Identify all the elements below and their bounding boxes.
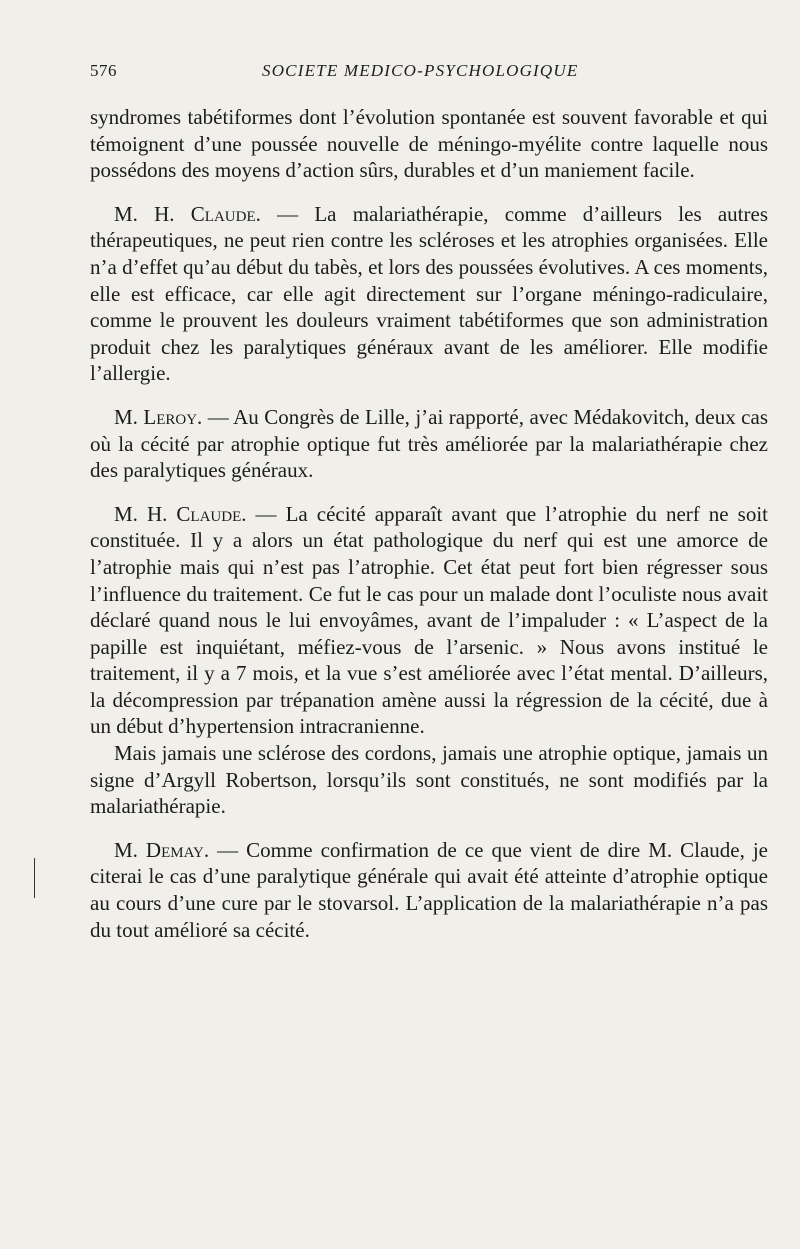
body-text bbox=[90, 104, 768, 943]
paragraph-1-text: syndromes tabétiformes dont l’évolution spontanée est souvent favorable et qui témoignent d’une poussée nouvelle de méningo-myélite contre laquelle nous possédons des moyens d’action sûrs, durables et d’un maniement facile. bbox=[90, 105, 768, 183]
paragraph-4 bbox=[90, 501, 768, 740]
paragraph-3 bbox=[90, 404, 768, 484]
paragraph-6-text: — Comme confirmation de ce que vient de dire M. Claude, je citerai le cas d’une paralytique générale qui avait été atteinte d’atrophie optique au cours d’une cure par le stovarsol. L’application de la malariathérapie n’a pas du tout amélioré sa cécité. bbox=[90, 837, 768, 942]
speaker-leroy: M. Leroy. bbox=[114, 404, 203, 429]
paragraph-6 bbox=[90, 837, 768, 943]
paragraph-3-text: — Au Congrès de Lille, j’ai rapporté, avec Médakovitch, deux cas où la cécité par atrophie optique fut très améliorée par la malariathérapie chez des paralytiques généraux. bbox=[90, 404, 768, 483]
page-number: 576 bbox=[90, 61, 117, 80]
speaker-claude-2: M. H. Claude. bbox=[114, 501, 247, 526]
paragraph-4-text: — La cécité apparaît avant que l’atrophie du nerf ne soit constituée. Il y a alors un état pathologique du nerf qui est une amorce de l’atrophie mais qui n’est pas l’atrophie. Cet état peut fort bien régresser sous l’influence du traitement. Ce fut le cas pour un malade dont l’oculiste nous avait déclaré quand nous le lui envoyâmes, avant de l’impaluder : « L’aspect de la papille est inquiétant, méfiez-vous de l’arsenic. » Nous avons institué le traitement, il y a 7 mois, et la vue s’est améliorée avec l’état mental. D’ailleurs, la décompression par trépanation amène aussi la régression de la cécité, due à un début d’hypertension intracranienne. bbox=[90, 501, 769, 739]
paragraph-1 bbox=[90, 104, 768, 184]
paragraph-5 bbox=[90, 740, 768, 820]
page-header bbox=[90, 61, 768, 89]
paragraph-2-text: — La malariathérapie, comme d’ailleurs les autres thérapeutiques, ne peut rien contre les scléroses et les atrophies organisées. Elle n’a d’effet qu’au début du tabès, et lors des poussées évolutives. A ces moments, elle est efficace, car elle agit directement sur l’organe méningo-radiculaire, comme le prouvent les douleurs vraiment tabétiformes que son administration produit chez les paralytiques généraux avant de les améliorer. Elle modifie l’allergie. bbox=[90, 201, 768, 386]
speaker-demay: M. Demay. bbox=[114, 837, 210, 862]
paragraph-5-text: Mais jamais une sclérose des cordons, jamais une atrophie optique, jamais un signe d’Argyll Robertson, lorsqu’ils sont constitués, ne sont modifiés par la malariathérapie. bbox=[90, 741, 768, 819]
margin-mark bbox=[34, 858, 35, 898]
speaker-claude-1: M. H. Claude. bbox=[114, 201, 261, 226]
running-head: SOCIETE MEDICO-PSYCHOLOGIQUE bbox=[262, 61, 579, 80]
paragraph-2 bbox=[90, 201, 768, 387]
